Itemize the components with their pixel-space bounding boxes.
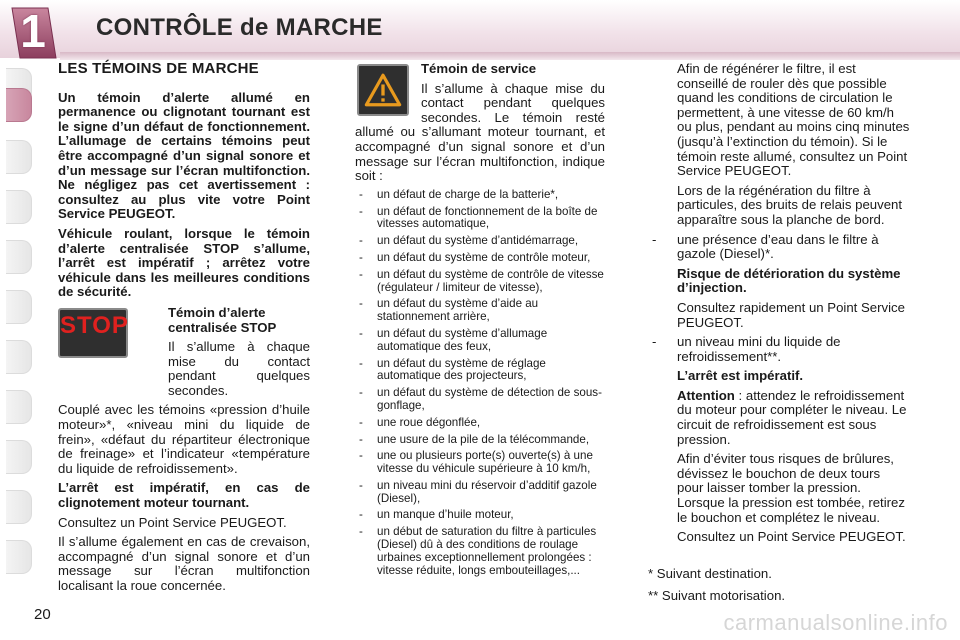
side-tab[interactable] [6, 390, 32, 424]
injection-text: Consultez rapidement un Point Service PEUGEOT. [677, 299, 905, 330]
side-tabs [0, 60, 34, 580]
stop-warning-light-icon [58, 308, 128, 358]
attention-label: Attention [677, 387, 735, 403]
chapter-number: 1 [20, 5, 46, 57]
consult-text: Consultez un Point Service PEUGEOT. [58, 514, 287, 530]
list-item: - un manque d’huile moteur, [355, 509, 605, 522]
list-item: - un niveau mini du réservoir d’additif gazole (Diesel), [355, 480, 605, 506]
side-tab[interactable] [6, 240, 32, 274]
stop-icon-label: STOP [60, 311, 129, 339]
list-item: - un défaut du système de contrôle de vitesse (régulateur / limiteur de vitesse), [355, 269, 605, 295]
stop-light-title: Témoin d’alerte centralisée STOP [168, 305, 277, 335]
list-item: - une usure de la pile de la télécommande, [355, 434, 605, 447]
list-item: - un défaut du système d’aide au stationnement arrière, [355, 298, 605, 324]
footnote-engine: ** Suivant motorisation. [648, 588, 786, 604]
list-item: - une ou plusieurs porte(s) ouverte(s) à une vitesse du véhicule supérieure à 10 km/h, [355, 450, 605, 476]
side-tab-active[interactable] [6, 88, 32, 122]
puncture-text: Il s’allume également en cas de crevaison, accompagné d’un signal sonore et d’un message sur l’écran multifonction localisant la roue concernée. [58, 534, 310, 593]
list-item: - une présence d’eau dans le filtre à gazole (Diesel)*. [648, 233, 910, 262]
side-tab[interactable] [6, 190, 32, 224]
stop-warning: Véhicule roulant, lorsque le témoin d’alerte centralisée STOP s’allume, l’arrêt est impératif ; arrêtez votre véhicule dans les meilleures conditions de sécurité. [58, 225, 310, 300]
watermark: carmanualsonline.info [723, 610, 948, 635]
list-item: - un défaut de charge de la batterie*, [355, 189, 605, 202]
side-tab[interactable] [6, 490, 32, 524]
fault-list-continued [648, 335, 910, 364]
list-item: - un défaut du système d’allumage automatique des feux, [355, 328, 605, 354]
column-1 [58, 62, 310, 599]
service-light-title: Témoin de service [421, 61, 537, 76]
list-item: - un début de saturation du filtre à particules (Diesel) dû à des conditions de roulage urbaines exceptionnellement prolongées : vitesse réduite, longs embouteillages,... [355, 526, 605, 577]
section-heading: LES TÉMOINS DE MARCHE [58, 60, 259, 77]
column-3 [648, 62, 910, 609]
list-item: - un défaut de fonctionnement de la boîte de vitesses automatique, [355, 206, 605, 232]
injection-title: Risque de détérioration du système d’injection. [677, 265, 901, 296]
service-warning-light-icon [357, 64, 409, 118]
side-tab[interactable] [6, 140, 32, 174]
attention-body: : attendez le refroidissement du moteur pour compléter le niveau. Le circuit de refroidissement est sous pression. [677, 387, 907, 447]
service-fault-list [355, 189, 605, 578]
intro-warning: Un témoin d’alerte allumé en permanence ou clignotant tournant est le signe d’un défaut de fonctionnement. L’allumage de certains témoins peut être accompagné d’un signal sonore et d’un message sur l’écran multifonction. Ne négligez pas cet avertissement : consultez au plus vite votre Point Service PEUGEOT. [58, 89, 310, 222]
coupled-text: Couplé avec les témoins «pression d’huile moteur»*, «niveau mini du liquide de frein», «défaut du répartiteur électronique de freinage» et l’indicateur «température du liquide de refroidissement». [58, 402, 310, 476]
side-tab[interactable] [6, 440, 32, 474]
page-number: 20 [34, 606, 51, 623]
header-band [60, 52, 960, 60]
footnote-destination: * Suivant destination. [648, 565, 772, 581]
page-title: CONTRÔLE de MARCHE [96, 14, 383, 41]
regen-text: Afin de régénérer le filtre, il est conseillé de rouler dès que possible quand les conditions de circulation le permettent, à une vitesse de 60 km/h ou plus, pendant au moins cinq minutes (jusqu’à l’extinction du témoin). Si le témoin reste allumé, consultez un Point Service PEUGEOT. [677, 61, 910, 179]
list-item: - une roue dégonflée, [355, 417, 605, 430]
side-tab[interactable] [6, 540, 32, 574]
attention-text [648, 389, 910, 447]
side-tab[interactable] [6, 340, 32, 374]
noise-text: Lors de la régénération du filtre à particules, des bruits de relais peuvent apparaître sous la planche de bord. [677, 182, 903, 227]
coolant-stop-title: L’arrêt est impératif. [677, 368, 804, 384]
stop-light-text: Il s’allume à chaque mise du contact pendant quelques secondes. [168, 339, 310, 398]
list-item: - un défaut du système de réglage automatique des projecteurs, [355, 358, 605, 384]
list-item: - un défaut du système de détection de sous-gonflage, [355, 387, 605, 413]
burn-text: Afin d’éviter tous risques de brûlures, dévissez le bouchon de deux tours pour laisser tomber la pression. Lorsque la pression est tombée, retirez le bouchon et complétez le niveau. [677, 451, 905, 525]
consult-text: Consultez un Point Service PEUGEOT. [677, 529, 906, 545]
list-item: - un niveau mini du liquide de refroidissement**. [648, 335, 910, 364]
side-tab[interactable] [6, 290, 32, 324]
column-2 [355, 62, 605, 581]
stop-imperative: L’arrêt est impératif, en cas de clignotement moteur tournant. [58, 480, 310, 511]
fault-list-continued [648, 233, 910, 262]
service-light-text: Il s’allume à chaque mise du contact pendant quelques secondes. Le témoin resté allumé ou s’allumant moteur tournant, et accompagné d’un signal sonore et d’un message sur l’écran multifonction, indique soit : [355, 80, 605, 184]
list-item: - un défaut du système d’antidémarrage, [355, 235, 605, 248]
list-item: - un défaut du système de contrôle moteur, [355, 252, 605, 265]
